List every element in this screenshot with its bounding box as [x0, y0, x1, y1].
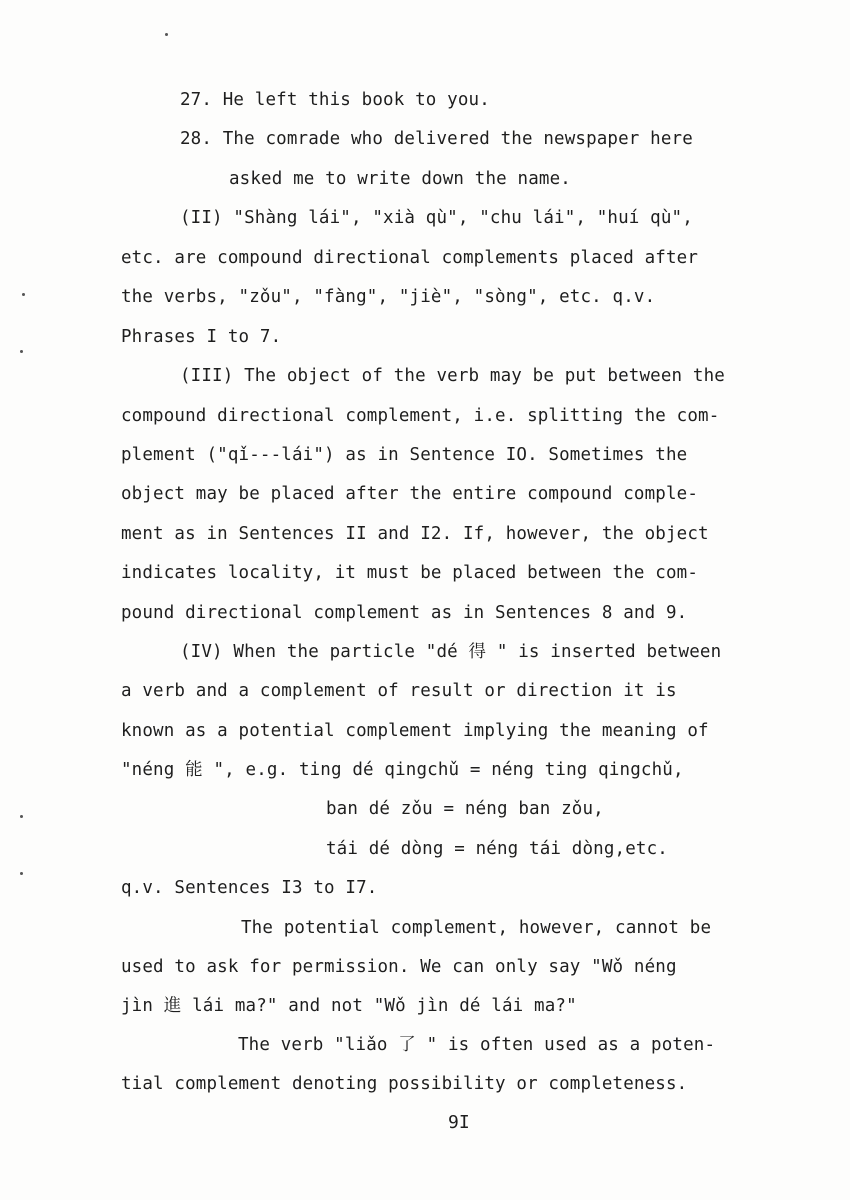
para-iii-line-3: plement ("qǐ---lái") as in Sentence IO. Sometimes the [121, 445, 688, 465]
para-ii-line-1: (II) "Shàng lái", "xià qù", "chu lái", "huí qù", [180, 208, 693, 228]
para-v-line-1: The potential complement, however, cannot be [241, 918, 712, 938]
para-iv-line-5: q.v. Sentences I3 to I7. [121, 878, 378, 898]
page-number: 9I [448, 1112, 470, 1133]
para-v-line-3: jìn 進 lái ma?" and not "Wǒ jìn dé lái ma?" [121, 996, 577, 1016]
para-iii-line-7: pound directional complement as in Sentences 8 and 9. [121, 603, 688, 623]
para-iv-line-4: "néng 能 ", e.g. ting dé qingchǔ = néng ting qingchǔ, [121, 760, 684, 780]
para-iii-line-6: indicates locality, it must be placed between the com- [121, 563, 699, 583]
para-iii-line-2: compound directional complement, i.e. splitting the com- [121, 406, 720, 426]
item-28-line-2: asked me to write down the name. [229, 169, 571, 189]
scan-speck [20, 872, 23, 875]
para-vi-line-1: The verb "liǎo 了 " is often used as a poten- [238, 1035, 716, 1055]
para-vi-line-2: tial complement denoting possibility or completeness. [121, 1074, 688, 1094]
item-27: 27. He left this book to you. [180, 90, 490, 110]
para-iii-line-5: ment as in Sentences II and I2. If, however, the object [121, 524, 709, 544]
example-line-1: ban dé zǒu = néng ban zǒu, [326, 799, 604, 819]
para-ii-line-4: Phrases I to 7. [121, 327, 282, 347]
example-line-2: tái dé dòng = néng tái dòng,etc. [326, 839, 668, 859]
para-iii-line-4: object may be placed after the entire compound comple- [121, 484, 699, 504]
para-iv-line-3: known as a potential complement implying the meaning of [121, 721, 709, 741]
para-iii-line-1: (III) The object of the verb may be put between the [180, 366, 725, 386]
para-ii-line-2: etc. are compound directional complements placed after [121, 248, 699, 268]
scan-speck [165, 33, 168, 36]
para-iv-line-1: (IV) When the particle "dé 得 " is inserted between [180, 642, 722, 662]
para-iv-line-2: a verb and a complement of result or direction it is [121, 681, 677, 701]
para-v-line-2: used to ask for permission. We can only say "Wǒ néng [121, 957, 677, 977]
item-28-line-1: 28. The comrade who delivered the newspaper here [180, 129, 693, 149]
para-ii-line-3: the verbs, "zǒu", "fàng", "jiè", "sòng", etc. q.v. [121, 287, 656, 307]
scan-speck [20, 350, 23, 353]
scan-speck [20, 815, 23, 818]
scan-speck [22, 293, 25, 296]
